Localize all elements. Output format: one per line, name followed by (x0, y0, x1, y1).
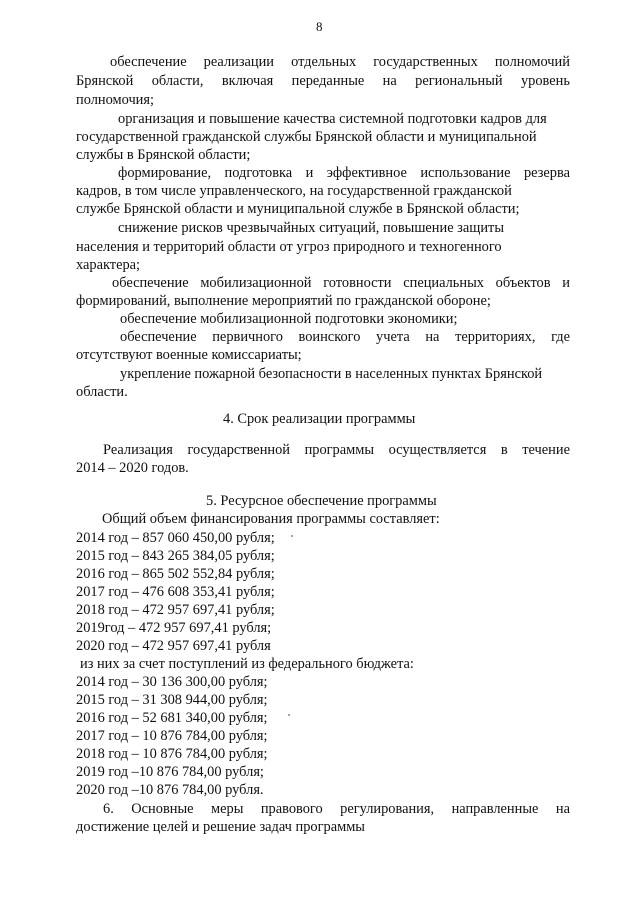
section-4-line-1 (103, 443, 570, 457)
bullet-5-line-1 (112, 276, 570, 290)
federal-funding-line: 2017 год – 10 876 784,00 рубля; (76, 728, 268, 744)
bullet-3-line-3: службе Брянской области и муниципальной службе в Брянской области; (76, 201, 520, 217)
page-number: 8 (316, 19, 323, 34)
word: меры (211, 801, 244, 817)
word: области, (151, 73, 204, 89)
section-4-line-2: 2014 – 2020 годов. (76, 460, 189, 476)
word: и (305, 165, 314, 181)
federal-funding-line: 2020 год –10 876 784,00 рубля. (76, 782, 264, 798)
bullet-4-line-2: населения и территорий области от угроз природного и техногенного (76, 239, 502, 255)
word: использование (420, 165, 511, 181)
funding-total-line: 2020 год – 472 957 697,41 рубля (76, 638, 271, 654)
bullet-3-line-1 (118, 166, 570, 180)
bullet-4-line-1: снижение рисков чрезвычайных ситуаций, повышение защиты (118, 220, 504, 236)
word: уровень (520, 73, 570, 89)
word: осуществляется (388, 442, 487, 458)
word: объектов (495, 275, 551, 291)
word: региональный (415, 73, 503, 89)
word: отдельных (291, 54, 357, 70)
funding-total-line: 2018 год – 472 957 697,41 рубля; (76, 602, 275, 618)
word: 6. (103, 801, 114, 817)
bullet-1-line-1 (110, 55, 570, 69)
word: Основные (131, 801, 194, 817)
word: на (425, 329, 440, 345)
word: переданные (291, 73, 365, 89)
bullet-7-line-1 (120, 330, 570, 344)
word: резерва (523, 165, 570, 181)
funding-total-line: 2016 год – 865 502 552,84 рубля; (76, 566, 275, 582)
bullet-8-line-1: укрепление пожарной безопасности в населенных пунктах Брянской (120, 366, 543, 382)
word: на (555, 801, 570, 817)
funding-total-line: 2019год – 472 957 697,41 рубля; (76, 620, 272, 636)
section-6-line-1 (103, 802, 570, 816)
section-5-heading: 5. Ресурсное обеспечение программы (206, 493, 437, 509)
word: Брянской (76, 73, 134, 89)
word: учета (376, 329, 410, 345)
word: государственной (187, 442, 290, 458)
word: обеспечение (110, 54, 187, 70)
bullet-5-line-2: формирований, выполнение мероприятий по гражданской обороне; (76, 293, 491, 309)
scan-speck (291, 535, 293, 537)
word: включая (221, 73, 274, 89)
word: территориях, (455, 329, 536, 345)
word: полномочий (494, 54, 570, 70)
funding-intro: Общий объем финансирования программы составляет: (102, 511, 440, 527)
section-6-line-2: достижение целей и решение задач программы (76, 819, 365, 835)
word: направленные (451, 801, 539, 817)
word: на (382, 73, 397, 89)
bullet-4-line-3: характера; (76, 257, 141, 273)
funding-total-line: 2015 год – 843 265 384,05 рубля; (76, 548, 275, 564)
bullet-8-line-2: области. (76, 384, 128, 400)
word: специальных (403, 275, 484, 291)
word: первичного (212, 329, 283, 345)
bullet-2-line-1: организация и повышение качества системной подготовки кадров для (118, 111, 547, 127)
section-4-heading: 4. Срок реализации программы (223, 411, 416, 427)
funding-total-line: 2014 год – 857 060 450,00 рубля; (76, 530, 275, 546)
word: правового (260, 801, 323, 817)
bullet-2-line-3: службы в Брянской области; (76, 147, 251, 163)
word: обеспечение (112, 275, 189, 291)
word: регулирования, (340, 801, 435, 817)
word: готовности (323, 275, 392, 291)
word: государственных (373, 54, 478, 70)
word: в (500, 442, 508, 458)
bullet-2-line-2: государственной гражданской службы Брянской области и муниципальной (76, 129, 537, 145)
word: реализации (203, 54, 275, 70)
word: обеспечение (120, 329, 197, 345)
funding-total-line: 2017 год – 476 608 353,41 рубля; (76, 584, 275, 600)
bullet-1-line-2 (76, 74, 570, 88)
federal-funding-line: 2016 год – 52 681 340,00 рубля; (76, 710, 268, 726)
word: и (562, 275, 570, 291)
word: программы (304, 442, 375, 458)
word: воинского (298, 329, 361, 345)
word: где (551, 329, 570, 345)
bullet-1-line-3: полномочия; (76, 92, 154, 108)
word: формирование, (118, 165, 212, 181)
federal-funding-line: 2018 год – 10 876 784,00 рубля; (76, 746, 268, 762)
federal-intro: из них за счет поступлений из федерального бюджета: (80, 656, 414, 672)
scan-speck (288, 714, 290, 716)
bullet-6-line-1: обеспечение мобилизационной подготовки экономики; (120, 311, 458, 327)
bullet-3-line-2: кадров, в том числе управленческого, на государственной гражданской (76, 183, 512, 199)
federal-funding-line: 2019 год –10 876 784,00 рубля; (76, 764, 264, 780)
federal-funding-line: 2015 год – 31 308 944,00 рубля; (76, 692, 268, 708)
word: эффективное (326, 165, 407, 181)
word: подготовка (224, 165, 293, 181)
word: течение (522, 442, 570, 458)
bullet-7-line-2: отсутствуют военные комиссариаты; (76, 347, 302, 363)
word: Реализация (103, 442, 173, 458)
word: мобилизационной (200, 275, 312, 291)
federal-funding-line: 2014 год – 30 136 300,00 рубля; (76, 674, 268, 690)
